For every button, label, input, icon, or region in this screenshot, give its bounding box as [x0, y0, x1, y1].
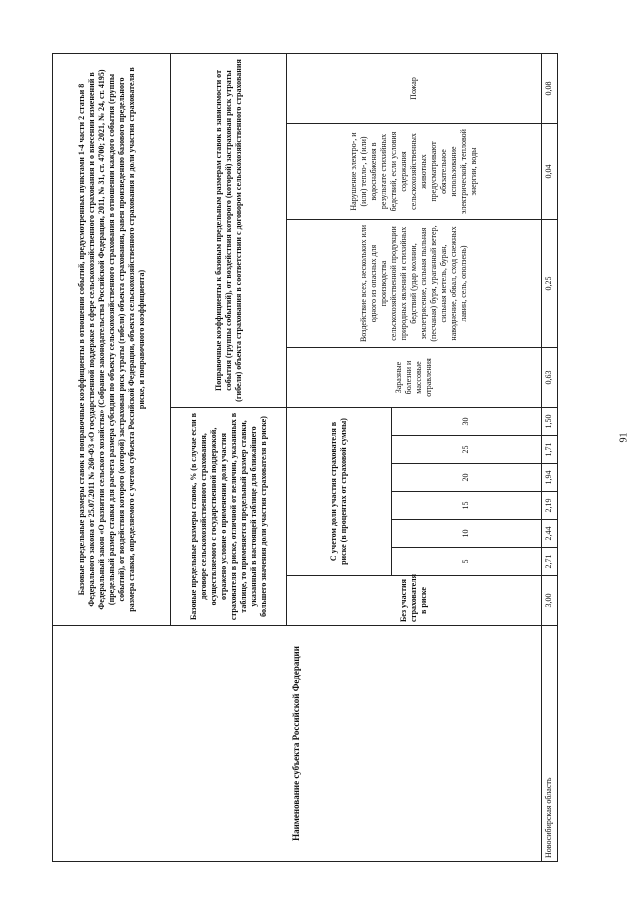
region-name: Новосибирская область: [541, 626, 557, 862]
rates-table: [52, 53, 558, 862]
region-column-header: Наименование субъекта Российской Федерации: [53, 626, 542, 862]
rate-15: 2,19: [541, 492, 557, 520]
participation-level-15: 15: [391, 492, 541, 520]
coef-fire: 0,08: [541, 53, 557, 123]
no-participation-header: Без участия страхователя в риске: [287, 576, 542, 626]
page-number: 91: [618, 432, 630, 443]
rate-20: 1,94: [541, 464, 557, 492]
table-row: [541, 53, 557, 861]
coef-natural-disasters: 0,25: [541, 220, 557, 348]
coef-utility-outage: 0,04: [541, 124, 557, 220]
rate-25: 1,71: [541, 436, 557, 464]
participation-level-5: 5: [391, 548, 541, 576]
participation-level-20: 20: [391, 464, 541, 492]
peril-natural-disasters: Воздействие всех, нескольких или одного из опасных для производства сельскохозяйственной продукции природных явлений и стихийных бедствий (удар молнии, землетрясение, сильная пыльная (песчаная) буря, ураганный ветер, сильная метель, буран, наводнение, обвал, сход снежных лавин, сель, оползень): [287, 220, 542, 348]
rate-5: 2,71: [541, 548, 557, 576]
base-rates-header: Базовые предельные размеры ставок, % (в случае если в договоре сельскохозяйственного страхования, осуществляемого с государственной поддержкой, отражено условие о применении доли участия страхователя в риске, отличной от величин, указанных в таблице, то применяется предельный размер ставки, указанный в настоящей таблице для ближайшего большего значения доли участия страхователя в риске): [171, 408, 287, 626]
peril-fire: Пожар: [287, 53, 542, 123]
peril-infectious-diseases: Заразные болезни и массовые отравления: [287, 348, 542, 408]
rotated-table-container: [52, 54, 558, 862]
rate-no-participation: 3,00: [541, 576, 557, 626]
coef-infectious-diseases: 0,63: [541, 348, 557, 408]
coefficients-header: Поправочные коэффициенты к базовым предельным размерам ставок в зависимости от события (группы событий), от воздействия которого (которой) застрахован риск утраты (гибели) объекта страхования в соответствии с договором сельскохозяйственного страхования: [171, 53, 287, 407]
participation-level-30: 30: [391, 408, 541, 436]
rate-30: 1,50: [541, 408, 557, 436]
peril-utility-outage: Нарушение электро-, и (или) тепло-, и (или) водоснабжения в результате стихийных бедствий, если условия содержания сельскохозяйственных животных предусматривают обязательное использование электрической, тепловой энергии, воды: [287, 124, 542, 220]
rate-10: 2,44: [541, 520, 557, 548]
table-title: Базовые предельные размеры ставок и поправочные коэффициенты в отношении событий, предусмотренных пунктами 1-4 части 2 статьи 8 Федерального закона от 25.07.2011 № 260-ФЗ «О государственной поддержке в сфере сельскохозяйственного страхования и о внесении изменений в Федеральный закон «О развитии сельского хозяйства» (Собрание законодательства Российской Федерации, 2011, № 31, ст. 4700; 2021, № 24, ст. 4195) (предельный размер ставки для расчета размера субсидии по объекту сельскохозяйственного страхования в отношении каждого события (группы событий), от воздействия которого (которой) застрахован риск утраты (гибели) объекта страхования, равен произведению базового предельного размера ставки, определяемого с учетом субъекта Российской Федерации, объекта сельскохозяйственного страхования и доли участия страхователя в риске, и поправочного коэффициента): [53, 53, 171, 625]
participation-level-25: 25: [391, 436, 541, 464]
with-participation-header: С учетом доли участия страхователя в риске (в процентах от страховой суммы): [287, 408, 391, 576]
participation-level-10: 10: [391, 520, 541, 548]
